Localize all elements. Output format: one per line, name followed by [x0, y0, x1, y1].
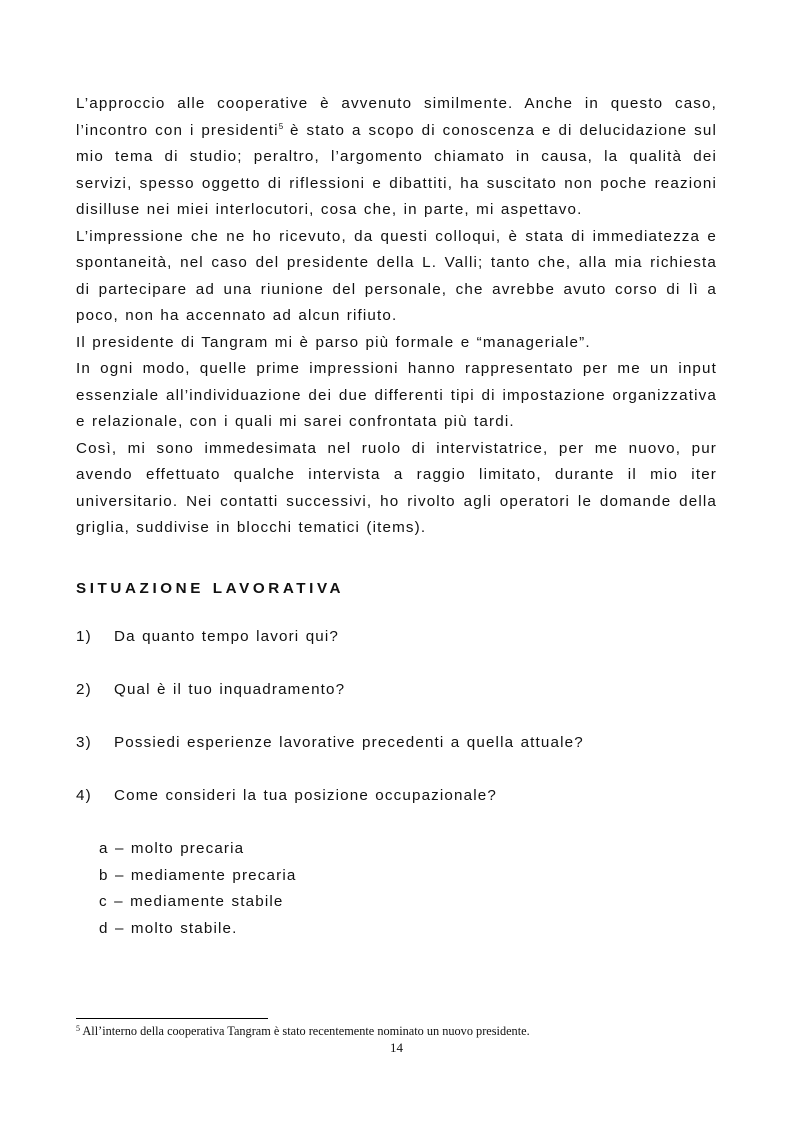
answer-option: c – mediamente stabile [99, 893, 284, 910]
answer-option: d – molto stabile. [99, 919, 238, 937]
question-number: 1) [76, 628, 92, 645]
body-text [76, 91, 717, 942]
answer-option: a – molto precaria [99, 840, 245, 857]
footnote-text: All’interno della cooperativa Tangram è stato recentemente nominato un nuovo presidente. [80, 1024, 530, 1038]
footnote-number: 5 [76, 1024, 80, 1033]
answer-options [99, 836, 717, 942]
question-text: Qual è il tuo inquadramento? [114, 681, 346, 698]
question-item [76, 677, 717, 704]
section-title: SITUAZIONE LAVORATIVA [76, 579, 345, 597]
page-number: 14 [390, 1040, 403, 1055]
paragraph-1-text-start: L’approccio alle cooperative è avvenuto similmente. Anche in questo caso, l’incontro con i presidenti [76, 95, 717, 139]
paragraph-5: Così, mi sono immedesimata nel ruolo di intervistatrice, per me nuovo, pur avendo effettuato qualche intervista a raggio limitato, durante il mio iter universitario. Nei contatti successivi, ho rivolto agli operatori le domande della griglia, suddivise in blocchi tematici (items). [76, 439, 717, 536]
question-item [76, 730, 717, 757]
paragraph-1-text-end: è stato a scopo di conoscenza e di delucidazione sul mio tema di studio; peraltro, l’argomento chiamato in causa, la qualità dei servizi, spesso oggetto di riflessioni e dibattiti, ha suscitato non poche reazioni disilluse nei miei interlocutori, cosa che, in parte, mi aspettavo. [76, 121, 717, 218]
footnote [76, 1024, 717, 1039]
question-number: 2) [76, 681, 92, 698]
question-number: 3) [76, 734, 92, 751]
question-item [76, 624, 717, 651]
paragraph-3: Il presidente di Tangram mi è parso più formale e “manageriale”. [76, 333, 591, 351]
question-number: 4) [76, 787, 92, 804]
question-item [76, 783, 717, 810]
footnote-reference: 5 [278, 121, 284, 131]
paragraph-1 [76, 91, 717, 224]
question-list [76, 624, 717, 810]
question-text: Da quanto tempo lavori qui? [114, 628, 340, 645]
question-text: Possiedi esperienze lavorative precedenti a quella attuale? [114, 734, 584, 751]
paragraph-2: L’impressione che ne ho ricevuto, da questi colloqui, è stata di immediatezza e spontaneità, nel caso del presidente della L. Valli; tanto che, alla mia richiesta di partecipare ad una riunione del personale, che avrebbe avuto corso di lì a poco, non ha accennato ad alcun rifiuto. [76, 227, 717, 324]
answer-option: b – mediamente precaria [99, 866, 297, 884]
question-text: Come consideri la tua posizione occupazionale? [114, 787, 497, 804]
paragraph-4: In ogni modo, quelle prime impressioni hanno rappresentato per me un input essenziale all’individuazione dei due differenti tipi di impostazione organizzativa e relazionale, con i quali mi sarei confrontata più tardi. [76, 360, 717, 430]
footnote-divider [76, 1018, 268, 1019]
